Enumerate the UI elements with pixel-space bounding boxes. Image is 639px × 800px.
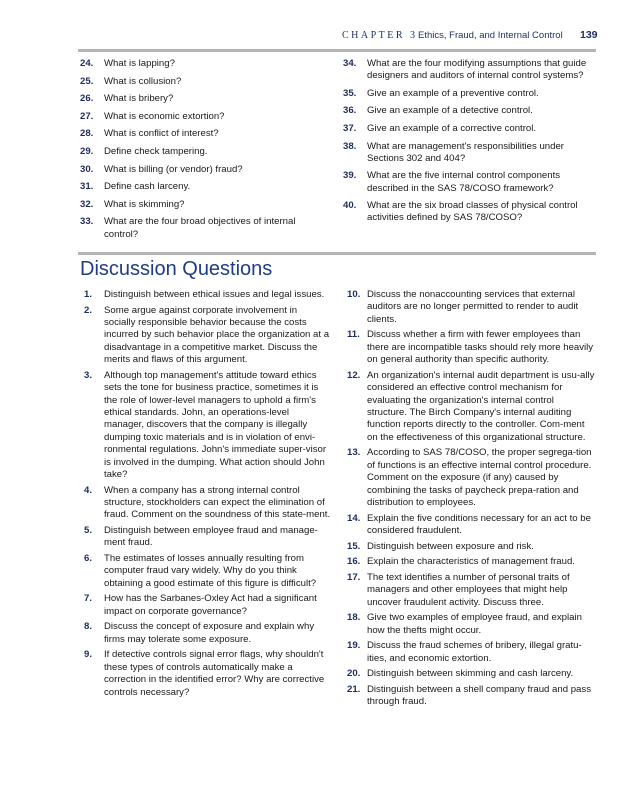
review-questions-right-column [343, 58, 595, 230]
question-number: 34. [343, 58, 357, 69]
question-number: 11. [347, 329, 360, 341]
question-item [343, 200, 595, 224]
question-item [343, 88, 595, 100]
question-number: 27. [80, 110, 94, 122]
question-text: Define cash larceny. [104, 181, 191, 193]
question-number: 8. [84, 621, 93, 633]
question-text: The estimates of losses annually resulting from computer fraud vary widely. Why do you think obtaining a good estimate of this figure is difficult? [104, 553, 317, 589]
header-rule [78, 49, 596, 52]
question-number: 3. [84, 369, 93, 381]
question-text: What is lapping? [104, 58, 175, 69]
question-number: 19. [347, 640, 361, 652]
question-item [80, 181, 320, 193]
question-text: The text identifies a number of personal traits of managers and other employees that might help uncover fraudulent activity. Discuss three. [367, 571, 570, 608]
question-text: What is billing (or vendor) fraud? [104, 163, 243, 175]
question-number: 20. [347, 668, 361, 680]
question-item [80, 58, 320, 70]
chapter-label: CHAPTER 3 [342, 30, 418, 41]
question-item [80, 593, 331, 618]
question-text: What are the six broad classes of physical control activities defined by SAS 78/COSO? [367, 200, 578, 224]
question-item [343, 541, 595, 553]
question-number: 36. [343, 105, 357, 117]
question-number: 33. [80, 216, 94, 228]
question-number: 30. [80, 163, 94, 175]
question-text: What are management's responsibilities under Sections 302 and 404? [367, 140, 565, 164]
question-number: 13. [347, 447, 361, 459]
question-item [343, 556, 595, 568]
question-item [80, 370, 331, 482]
question-number: 39. [343, 170, 357, 182]
question-item [343, 141, 595, 165]
question-item [80, 76, 320, 88]
question-item [343, 370, 595, 444]
question-item [80, 553, 331, 590]
question-text: What are the four broad objectives of internal control? [104, 216, 296, 240]
question-item [80, 649, 331, 699]
question-item [80, 111, 320, 123]
question-item [80, 216, 320, 240]
question-text: What is skimming? [104, 198, 185, 210]
question-text: Discuss whether a firm with fewer employees than there are incompatible tasks should rely more heavily on general authority than specific authority. [367, 329, 594, 366]
review-questions-left-column [80, 58, 320, 246]
question-text: Although top management's attitude toward ethics sets the tone for business practice, sometimes it is the role of lower-level managers to uphold a firm's ethical standards. John, an operations-level manager, discovers that the company is illegally dumping toxic materials and is in violation of envi-ronmental regulations. John's immediate super-visor is involved in the dumping. What action should John take? [104, 369, 327, 481]
question-text: According to SAS 78/COSO, the proper segrega-tion of functions is an effective internal control procedure. Comment on the exposure (if any) caused by combining the tasks of paycheck prepa-ration and distribution to employees. [367, 447, 592, 509]
question-text: Define check tampering. [104, 145, 208, 157]
question-text: What is collusion? [104, 75, 182, 87]
question-text: If detective controls signal error flags, why shouldn't these types of controls automatically make a correction in the identified error? Why are corrective controls necessary? [104, 649, 325, 698]
question-item [80, 146, 320, 158]
question-number: 40. [343, 200, 357, 212]
question-text: What is economic extortion? [104, 110, 225, 122]
question-text: Discuss the fraud schemes of bribery, illegal gratu-ities, and economic extortion. [367, 640, 582, 664]
discussion-heading: Discussion Questions [80, 258, 273, 280]
question-item [80, 93, 320, 105]
question-text: Some argue against corporate involvement in socially responsible behavior because the costs incurred by such behavior place the organization at a disadvantage in a competitive market. Discuss the merits and flaws of this argument. [104, 304, 330, 366]
question-number: 12. [347, 369, 361, 381]
question-text: What is conflict of interest? [104, 128, 219, 140]
question-text: An organization's internal audit department is usu-ally considered an effective control mechanism for evaluating the organization's internal control structure. The Birch Company's internal auditing function reports directly to the controller. Com-ment on the effectiveness of this organizational structure. [367, 369, 595, 443]
question-item [343, 58, 595, 82]
question-item [343, 447, 595, 509]
question-item [80, 525, 331, 550]
section-title: Ethics, Fraud, and Internal Control [418, 30, 563, 41]
question-text: Give an example of a corrective control. [367, 122, 537, 134]
question-item [343, 329, 595, 366]
question-item [343, 640, 595, 665]
question-number: 21. [347, 683, 361, 695]
question-number: 18. [347, 612, 361, 624]
question-text: Give two examples of employee fraud, and explain how the thefts might occur. [367, 612, 582, 636]
question-number: 32. [80, 198, 94, 210]
question-text: Distinguish between ethical issues and legal issues. [104, 289, 325, 300]
running-header [0, 30, 639, 46]
question-item [343, 513, 595, 538]
question-number: 25. [80, 75, 94, 87]
question-text: How has the Sarbanes-Oxley Act had a significant impact on corporate governance? [104, 593, 317, 617]
question-number: 24. [80, 58, 94, 69]
question-item [343, 612, 595, 637]
question-item [343, 105, 595, 117]
question-item [80, 128, 320, 140]
question-item [343, 123, 595, 135]
question-text: Give an example of a detective control. [367, 105, 533, 117]
question-number: 9. [84, 649, 93, 661]
question-text: What are the four modifying assumptions that guide designers and auditors of internal control systems? [367, 58, 587, 82]
question-text: Distinguish between a shell company fraud and pass through fraud. [367, 683, 591, 708]
question-number: 31. [80, 181, 94, 193]
question-item [80, 289, 331, 301]
question-text: Discuss the nonaccounting services that external auditors are no longer permitted to render to audit clients. [367, 289, 579, 325]
question-item [80, 305, 331, 367]
discussion-left-column [80, 289, 331, 702]
question-number: 16. [347, 556, 361, 568]
discussion-right-column [343, 289, 595, 712]
question-number: 15. [347, 540, 361, 552]
question-number: 37. [343, 122, 357, 134]
question-text: Explain the characteristics of management fraud. [367, 556, 575, 568]
question-text: Distinguish between employee fraud and manage-ment fraud. [104, 525, 318, 549]
question-number: 28. [80, 128, 94, 140]
question-text: Distinguish between exposure and risk. [367, 540, 534, 552]
question-number: 1. [84, 289, 93, 300]
question-text: When a company has a strong internal control structure, stockholders can expect the elimination of fraud. Comment on the soundness of this state-ment. [104, 484, 331, 521]
page-number: 139 [580, 29, 598, 41]
question-item [80, 485, 331, 522]
question-number: 5. [84, 525, 93, 537]
question-text: Distinguish between skimming and cash larceny. [367, 668, 574, 680]
question-number: 6. [84, 553, 93, 565]
question-item [343, 684, 595, 709]
question-item [80, 621, 331, 646]
question-number: 2. [84, 304, 93, 316]
question-number: 38. [343, 140, 357, 152]
question-text: What is bribery? [104, 93, 174, 105]
question-number: 35. [343, 87, 357, 99]
question-number: 29. [80, 145, 94, 157]
question-item [343, 289, 595, 326]
question-text: Discuss the concept of exposure and explain why firms may tolerate some exposure. [104, 621, 315, 645]
question-item [80, 199, 320, 211]
question-item [80, 164, 320, 176]
question-number: 17. [347, 571, 361, 583]
question-number: 26. [80, 93, 94, 105]
question-text: What are the five internal control components described in the SAS 78/COSO framework? [367, 170, 561, 194]
question-item [343, 170, 595, 194]
question-number: 4. [84, 484, 93, 496]
question-number: 14. [347, 512, 361, 524]
question-item [343, 668, 595, 680]
question-number: 7. [84, 593, 93, 605]
question-text: Give an example of a preventive control. [367, 87, 539, 99]
question-text: Explain the five conditions necessary for an act to be considered fraudulent. [367, 512, 591, 537]
question-number: 10. [347, 289, 361, 300]
question-item [343, 572, 595, 609]
discussion-rule [78, 252, 596, 255]
